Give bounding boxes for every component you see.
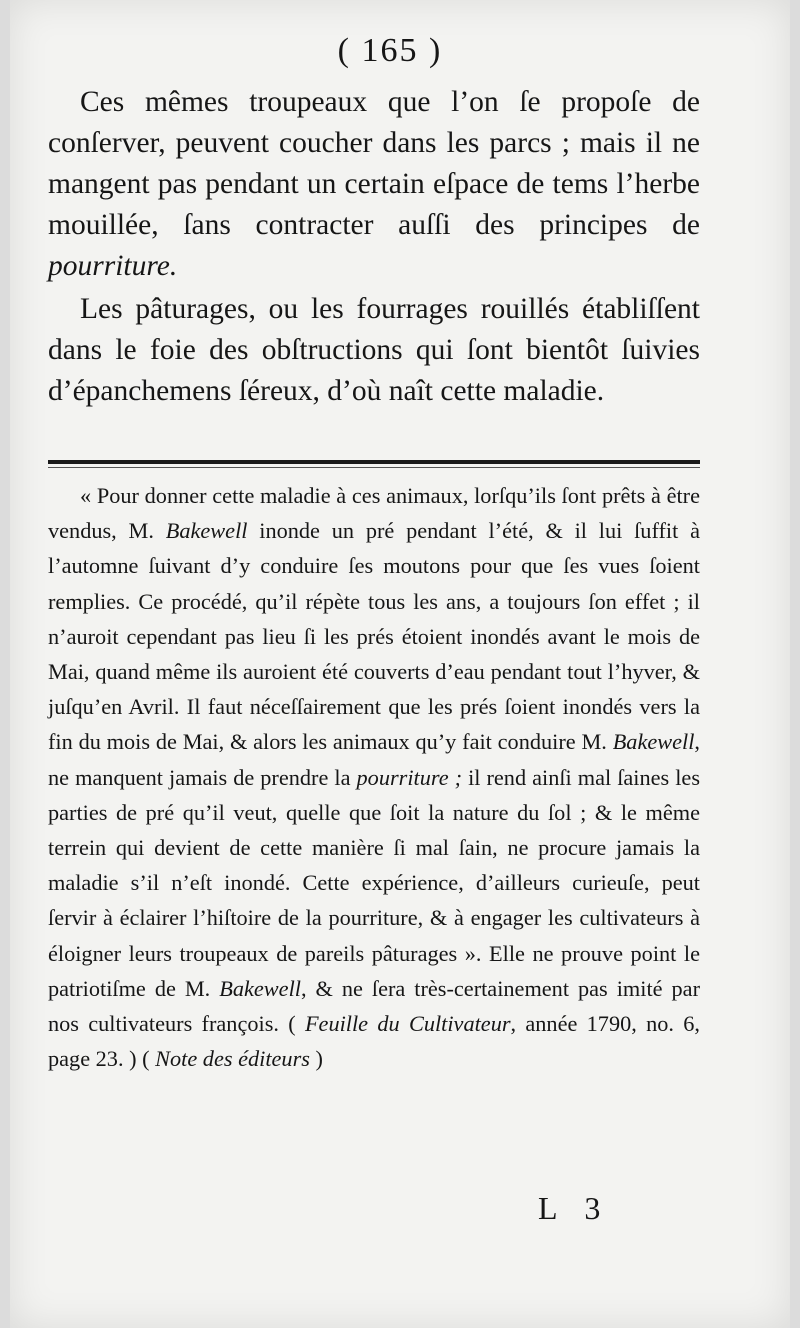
footnote (48, 478, 700, 1076)
page-number: ( 165 ) (337, 32, 443, 69)
footnote-italic-6: Note des éditeurs (155, 1046, 310, 1072)
footnote-text-7: ) (309, 1046, 323, 1072)
paragraph-1-text: Ces mêmes troupeaux que l’on ſe propoſe de conſerver, peuvent coucher dans les parcs ; mais il ne mangent pas pendant un certain eſpace de tems l’herbe mouillée, ſans contracter auſſi des principes de (48, 86, 700, 241)
footnote-italic-2: Bakewell (612, 729, 695, 755)
footnote-divider (48, 460, 700, 464)
book-page (10, 0, 790, 1328)
paragraph-1 (48, 82, 700, 287)
footnote-text-2: inonde un pré pendant l’été, & il lui ſuffit à l’automne ſuivant d’y conduire ſes moutons pour que ſes vues ſoient remplies. Ce procédé, qu’il répète tous les ans, a toujours ſon effet ; il n’auroit cependant pas lieu ſi les prés étoient inondés avant le mois de Mai, quand même ils auroient été couverts d’eau pendant tout l’hyver, & juſqu’en Avril. Il faut néceſſairement que les prés ſoient inondés vers la fin du mois de Mai, & alors les animaux qu’y fait conduire M. (48, 518, 700, 755)
footnote-text-4: il rend ainſi mal ſaines les parties de pré qu’il veut, quelle que ſoit la nature du ſol ; & le même terrein qui devient de cette manière ſi mal ſain, ne procure jamais la maladie s’il n’eſt inondé. Cette expérience, d’ailleurs curieuſe, peut ſervir à éclairer l’hiſtoire de la pourriture, & à engager les cultivateurs à éloigner leurs troupeaux de pareils pâturages ». Elle ne prouve point le patriotiſme de M. (48, 764, 701, 1001)
footnote-italic-1: Bakewell (165, 518, 248, 544)
paragraph-2: Les pâturages, ou les fourrages rouillés établiſſent dans le foie des obſtructions qui ſont bientôt ſuivies d’épanchemens ſéreux, d’où naît cette maladie. (48, 293, 700, 407)
footnote-paragraph (48, 478, 700, 1076)
paragraph-1-italic: pourriture. (48, 250, 178, 282)
footnote-text-5: , & ne ſera très-certainement pas imité par nos cultivateurs françois. ( (48, 975, 700, 1037)
footnote-text-6: , année 1790, no. 6, page 23. ) ( (48, 1011, 700, 1072)
footnote-italic-5: Feuille du Cultivateur (304, 1011, 511, 1037)
footnote-text-3: , ne manquent jamais de prendre la (48, 729, 700, 790)
footnote-italic-4: Bakewell (219, 975, 301, 1001)
footnote-text-1: « Pour donner cette maladie à ces animaux, lorſqu’ils ſont prêts à être vendus, M. (48, 483, 700, 544)
footnote-italic-3: pourriture ; (356, 764, 463, 790)
signature-mark: L 3 (538, 1190, 611, 1226)
main-text (48, 82, 700, 412)
